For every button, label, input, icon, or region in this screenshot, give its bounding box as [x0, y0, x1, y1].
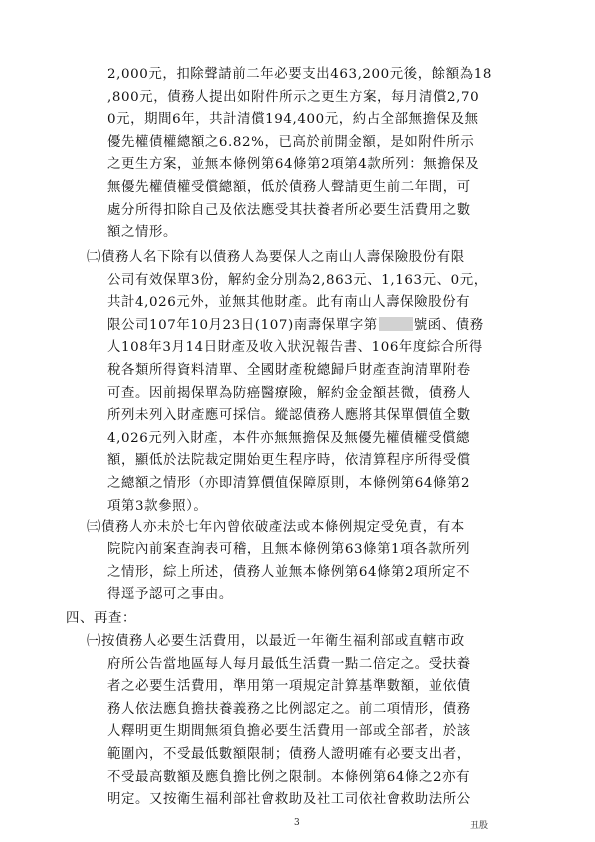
- line-text: 優先權債權總額之6.82%，已高於前開金額，是如附件所示: [107, 134, 475, 150]
- line-text: 府所公告當地區每人每月最低生活費一點二倍定之。受扶養: [107, 656, 471, 672]
- p3-line-3: [107, 699, 471, 721]
- line-text: 明定。又按衛生福利部社會救助及社工司依社會救助法所公: [107, 792, 471, 808]
- line-text: 之情形，綜上所述，債務人並無本條例第64條第2項所定不: [107, 564, 471, 580]
- line-text: 2,000元，扣除聲請前二年必要支出463,200元後，餘額為18: [107, 67, 492, 82]
- line-text: 公司有效保單3份，解約金分別為2,863元、1,163元、0元，: [107, 272, 488, 288]
- line-text: 人釋明更生期間無須負擔必要生活費用一部或全部者，於該: [107, 724, 471, 740]
- p0-line-0: [107, 64, 492, 86]
- line-text: 人108年3月14日財產及收入狀況報告書、106年度綜合所得: [107, 340, 483, 356]
- p1-line-4: [107, 337, 483, 359]
- p3-line-0: [87, 631, 465, 653]
- p0-line-5: [107, 177, 471, 199]
- line-text: 限公司107年10月23日(107)南壽保單字第: [107, 317, 378, 333]
- line-text: 額之情形。: [107, 225, 177, 241]
- line-text: 不受最高數額及應負擔比例之限制。本條例第64條之2亦有: [107, 769, 471, 785]
- p2-line-2: [107, 562, 470, 584]
- line-text: 處分所得扣除自己及依法應受其扶養者所必要生活費用之數: [107, 202, 471, 218]
- line-text: 院院內前案查詢表可稽，且無本條例第63條第1項各款所列: [107, 542, 471, 558]
- line-text: 得逕予認可之事由。: [107, 587, 233, 603]
- p1-line-11: [107, 496, 207, 518]
- line-text: 額，顯低於法院裁定開始更生程序時，依清算程序所得受償: [107, 453, 471, 469]
- heading-line-0: [66, 608, 136, 630]
- line-text: 共計4,026元外，並無其他財產。此有南山人壽保險股份有: [107, 295, 471, 311]
- line-text: 項第3款參照）。: [107, 498, 208, 514]
- p3-line-1: [107, 654, 471, 676]
- line-text: ㈠按債務人必要生活費用，以最近一年衛生福利部或直轄市政: [87, 634, 465, 649]
- line-text: 者之必要生活費用，準用第一項規定計算基準數額，並依債: [107, 679, 471, 695]
- line-text: ㈢債務人亦未於七年內曾依破產法或本條例規定受免責，有本: [87, 520, 465, 535]
- line-text: 無優先權債權受償總額，低於債務人聲請更生前二年間，可: [107, 180, 471, 195]
- page-number: 3: [294, 818, 300, 828]
- line-text: 範圍內，不受最低數額限制；債務人證明確有必要支出者，: [107, 747, 471, 762]
- line-text: 之總額之情形（亦即清算價值保障原則，本條例第64條第2: [107, 476, 471, 491]
- line-text: 四、再查：: [66, 611, 136, 626]
- p0-line-7: [107, 222, 177, 244]
- line-text: 稅各類所得資料清單、全國財產稅總歸戶財產查詢清單附卷: [107, 363, 471, 378]
- p0-line-6: [107, 200, 471, 222]
- p0-line-2: [107, 109, 479, 131]
- p1-line-0: [87, 247, 465, 269]
- p2-line-1: [107, 539, 470, 561]
- section-stamp: 丑股: [470, 821, 489, 831]
- p1-line-5: [107, 360, 471, 382]
- p0-line-3: [107, 132, 474, 154]
- p0-line-4: [107, 154, 479, 176]
- p1-line-9: [107, 450, 471, 472]
- line-text: ,800元，債務人提出如附件所示之更生方案，每月清償2,70: [107, 89, 480, 105]
- p3-line-2: [107, 676, 471, 698]
- p1-line-3: [107, 315, 484, 337]
- p1-line-6: [107, 383, 471, 405]
- p3-line-4: [107, 721, 471, 743]
- line-text: 之更生方案，並無本條例第64條第2項第4款所列：無擔保及: [107, 157, 480, 173]
- line-text: 務人依法應負擔扶養義務之比例認定之。前二項情形，債務: [107, 701, 471, 717]
- p2-line-0: [87, 517, 465, 539]
- p1-line-2: [107, 292, 470, 314]
- line-text: 所列未列入財產應可採信。縱認債務人應將其保單價值全數: [107, 408, 471, 424]
- p3-line-5: [107, 744, 471, 766]
- line-text: ㈡債務人名下除有以債務人為要保人之南山人壽保險股份有限: [87, 250, 465, 265]
- p1-line-8: [107, 428, 470, 450]
- line-text: 4,026元列入財產，本件亦無無擔保及無優先權債權受償總: [107, 430, 471, 446]
- line-text-tail: 號函、債務: [413, 317, 484, 333]
- p2-line-3: [107, 584, 233, 606]
- p0-line-1: [107, 87, 479, 109]
- line-text: 0元，期間6年，共計清償194,400元，約占全部無擔保及無: [107, 112, 479, 128]
- p1-line-1: [107, 270, 488, 292]
- p3-line-7: [107, 789, 471, 811]
- p1-line-7: [107, 405, 471, 427]
- p3-line-6: [107, 767, 470, 789]
- p1-line-10: [107, 473, 470, 495]
- redacted-block: [379, 317, 413, 331]
- line-text: 可查。因前揭保單為防癌醫療險，解約金金額甚微，債務人: [107, 385, 471, 401]
